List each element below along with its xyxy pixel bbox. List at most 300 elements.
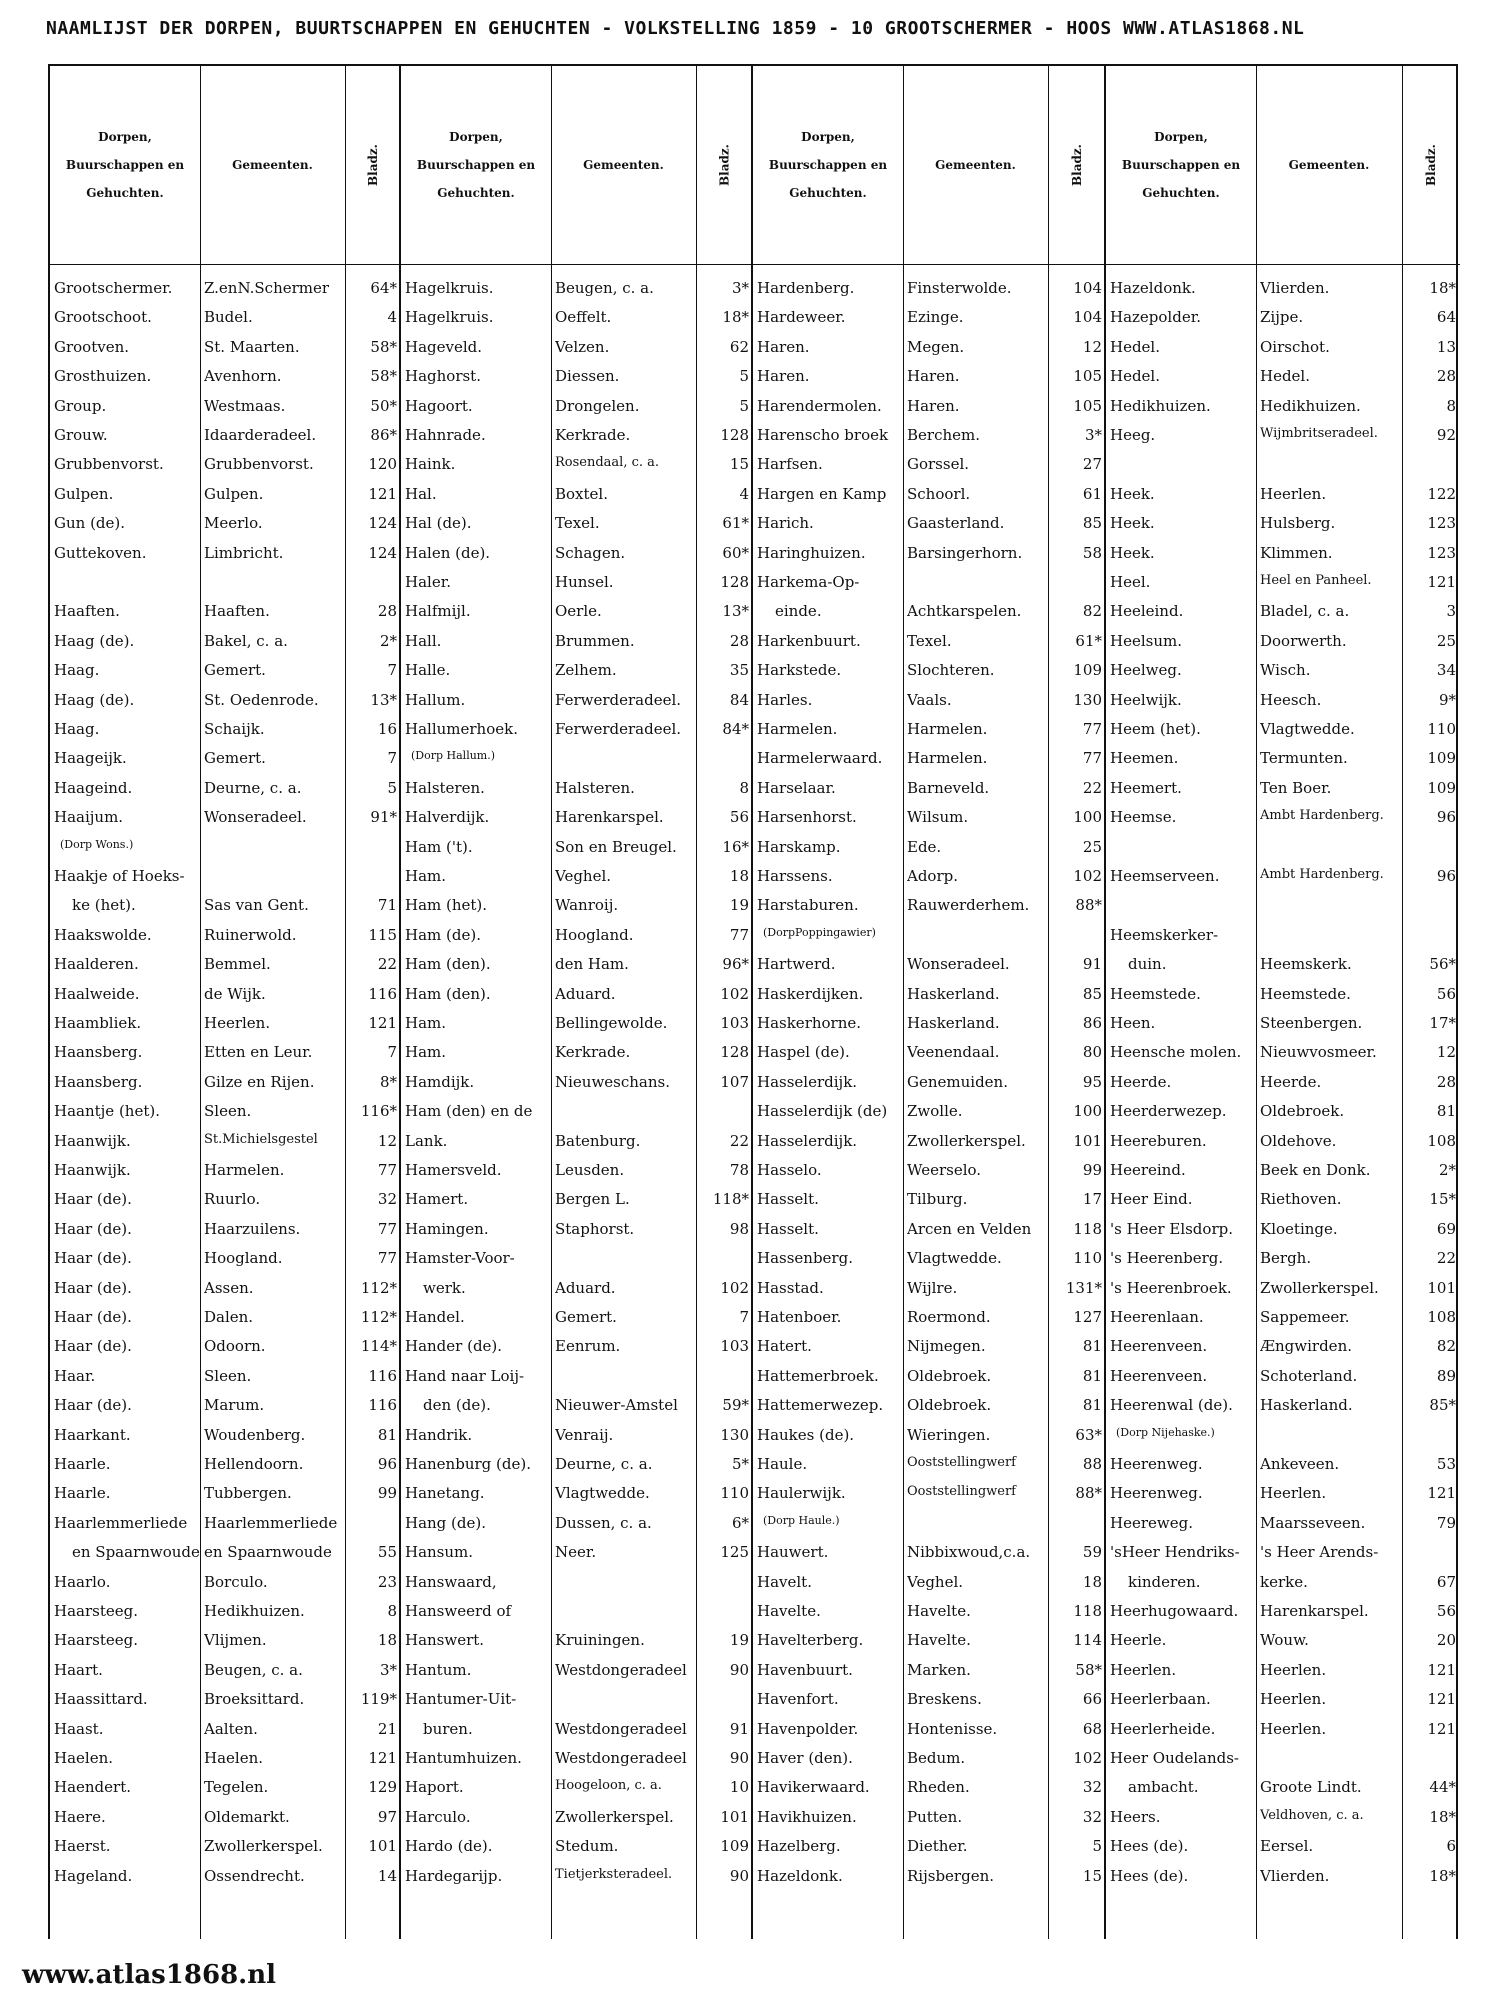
table-row bbox=[50, 717, 399, 746]
municipality-name: Deurne, c. a. bbox=[555, 1455, 653, 1473]
page-number: 124 bbox=[368, 514, 397, 533]
table-row bbox=[1106, 1246, 1460, 1275]
place-name: Hardeweer. bbox=[757, 308, 846, 327]
page-number: 116 bbox=[368, 984, 397, 1003]
table-row bbox=[753, 1334, 1104, 1363]
table-row bbox=[50, 982, 399, 1011]
table-row bbox=[401, 982, 751, 1011]
municipality-name: Nijmegen. bbox=[907, 1337, 986, 1356]
table-row bbox=[50, 1834, 399, 1863]
municipality-name: Nieuweschans. bbox=[555, 1072, 671, 1091]
page-number: 107 bbox=[720, 1072, 749, 1091]
table-row bbox=[1106, 1217, 1460, 1246]
place-name: Heelweg. bbox=[1110, 661, 1182, 680]
place-name: Heek. bbox=[1110, 514, 1155, 533]
page-number: 96* bbox=[722, 955, 749, 974]
page-number: 59 bbox=[1082, 1543, 1102, 1562]
place-name: Heereburen. bbox=[1110, 1131, 1207, 1150]
table-row bbox=[1106, 1481, 1460, 1510]
municipality-name: Ten Boer. bbox=[1260, 778, 1332, 797]
page-number: 96 bbox=[1436, 867, 1456, 885]
table-row bbox=[1106, 570, 1460, 599]
table-row bbox=[1106, 1070, 1460, 1099]
place-name: Hazeldonk. bbox=[757, 1866, 843, 1885]
place-name: Hamster-Voor- bbox=[405, 1249, 515, 1268]
page-number: 32 bbox=[1082, 1778, 1102, 1797]
municipality-name: Wijlre. bbox=[907, 1278, 958, 1297]
municipality-name: Bakel, c. a. bbox=[204, 631, 288, 650]
municipality-name: Wonseradeel. bbox=[204, 808, 307, 827]
table-row bbox=[401, 835, 751, 864]
table-row bbox=[753, 1481, 1104, 1510]
municipality-name: Son en Breugel. bbox=[555, 837, 677, 856]
municipality-header: Gemeenten. bbox=[1288, 158, 1370, 172]
table-row bbox=[753, 1040, 1104, 1069]
municipality-name: Diessen. bbox=[555, 367, 620, 386]
page-number: 58* bbox=[370, 367, 397, 386]
page-number: 108 bbox=[1427, 1131, 1456, 1150]
place-name: Harsenhorst. bbox=[757, 808, 857, 827]
page-number: 56 bbox=[1436, 1602, 1456, 1620]
table-row bbox=[1106, 629, 1460, 658]
table-row bbox=[753, 1511, 1104, 1540]
table-row bbox=[1106, 805, 1460, 834]
page-number: 18 bbox=[729, 867, 749, 885]
page-header-cell: Bladz. bbox=[717, 144, 732, 186]
place-name: Hedel. bbox=[1110, 337, 1161, 356]
page-number: 86 bbox=[1082, 1014, 1102, 1032]
table-row bbox=[401, 1276, 751, 1305]
place-name: Haule. bbox=[757, 1455, 808, 1473]
place-name: Hagoort. bbox=[405, 396, 473, 415]
page-number: 127 bbox=[1073, 1308, 1102, 1326]
municipality-name: St.Michielsgestel bbox=[204, 1131, 318, 1147]
page-number: 114* bbox=[360, 1337, 397, 1356]
page-number: 85 bbox=[1082, 514, 1102, 533]
place-name: Heel. bbox=[1110, 573, 1151, 591]
place-name: Gulpen. bbox=[54, 484, 114, 503]
page-number: 128 bbox=[720, 1043, 749, 1062]
place-name: Hageveld. bbox=[405, 337, 483, 356]
municipality-name: Westdongeradeel bbox=[555, 1749, 687, 1767]
place-name: Grubbenvorst. bbox=[54, 455, 164, 474]
page-number: 100 bbox=[1073, 808, 1102, 827]
place-name: Heerenweg. bbox=[1110, 1484, 1203, 1503]
table-row bbox=[753, 1070, 1104, 1099]
municipality-name: Hoogland. bbox=[204, 1249, 283, 1268]
page-number: 122 bbox=[1427, 484, 1456, 503]
municipality-name: Beek en Donk. bbox=[1260, 1161, 1371, 1179]
place-name: Havelterberg. bbox=[757, 1631, 864, 1650]
page-number: 12 bbox=[377, 1131, 397, 1150]
table-row bbox=[1106, 1628, 1460, 1657]
page-number: 56* bbox=[1429, 955, 1456, 974]
place-name: 'sHeer Hendriks- bbox=[1110, 1543, 1240, 1562]
municipality-name: Hoogeloon, c. a. bbox=[555, 1778, 662, 1794]
table-row bbox=[1106, 452, 1460, 481]
municipality-name: Vlierden. bbox=[1260, 1866, 1330, 1885]
municipality-name: Hulsberg. bbox=[1260, 514, 1336, 533]
place-name: Hal. bbox=[405, 484, 437, 503]
table-row bbox=[1106, 1599, 1460, 1628]
page-number: 105 bbox=[1073, 367, 1102, 386]
place-name: Haerst. bbox=[54, 1837, 111, 1856]
page-number: 60* bbox=[722, 543, 749, 562]
place-name: (Dorp Wons.) bbox=[60, 837, 134, 851]
municipality-name: Ængwirden. bbox=[1260, 1337, 1352, 1356]
table-row bbox=[50, 1040, 399, 1069]
municipality-name: Veghel. bbox=[907, 1572, 964, 1591]
table-row bbox=[753, 1129, 1104, 1158]
table-row bbox=[401, 1599, 751, 1628]
page-number: 77 bbox=[377, 1249, 397, 1268]
place-name: Haren. bbox=[757, 367, 810, 386]
place-name: Hal (de). bbox=[405, 514, 472, 533]
table-row bbox=[401, 1423, 751, 1452]
page-number: 121 bbox=[1427, 1660, 1456, 1679]
page-number: 62 bbox=[729, 337, 749, 356]
place-name: Haambliek. bbox=[54, 1014, 142, 1032]
place-name: Heers. bbox=[1110, 1807, 1161, 1826]
table-row bbox=[50, 276, 399, 305]
municipality-name: Heemstede. bbox=[1260, 984, 1351, 1003]
place-name: Hardegarijp. bbox=[405, 1866, 503, 1885]
table-row bbox=[50, 541, 399, 570]
table-row bbox=[1106, 1305, 1460, 1334]
page-number: 124 bbox=[368, 543, 397, 562]
municipality-name: Avenhorn. bbox=[204, 367, 282, 386]
municipality-name: Veenendaal. bbox=[907, 1043, 1000, 1062]
municipality-name: Vlagtwedde. bbox=[555, 1484, 650, 1503]
table-row bbox=[753, 717, 1104, 746]
place-name: Hasselerdijk. bbox=[757, 1072, 858, 1091]
place-name: den (de). bbox=[423, 1396, 491, 1415]
municipality-name: Haaften. bbox=[204, 602, 270, 621]
place-name: Haar (de). bbox=[54, 1278, 132, 1297]
place-name: Hang (de). bbox=[405, 1513, 487, 1532]
place-name: Haansberg. bbox=[54, 1043, 143, 1062]
place-name: Haringhuizen. bbox=[757, 543, 866, 562]
page-number: 4 bbox=[739, 484, 749, 503]
municipality-name: Sleen. bbox=[204, 1366, 252, 1385]
table-row bbox=[1106, 541, 1460, 570]
page-number: 85* bbox=[1429, 1396, 1456, 1415]
table-row bbox=[1106, 276, 1460, 305]
municipality-name: Borculo. bbox=[204, 1572, 268, 1591]
page-number: 8 bbox=[739, 778, 749, 797]
municipality-name: Aduard. bbox=[555, 1278, 616, 1297]
page-number: 101 bbox=[1427, 1278, 1456, 1297]
page-number: 22 bbox=[729, 1131, 749, 1150]
place-name: Heelsum. bbox=[1110, 631, 1182, 650]
table-row bbox=[1106, 893, 1460, 922]
page-number: 67 bbox=[1436, 1572, 1456, 1591]
page-number: 98 bbox=[729, 1219, 749, 1238]
page-number: 91* bbox=[370, 808, 397, 827]
table-row bbox=[50, 1540, 399, 1569]
table-row bbox=[753, 511, 1104, 540]
place-name: Haaften. bbox=[54, 602, 120, 621]
place-name: Hees (de). bbox=[1110, 1866, 1189, 1885]
place-name: Haalweide. bbox=[54, 984, 140, 1003]
municipality-name: Weerselo. bbox=[907, 1161, 982, 1179]
table-row bbox=[401, 923, 751, 952]
place-name: Hasselo. bbox=[757, 1161, 822, 1179]
page-number: 5 bbox=[387, 778, 397, 797]
page-number: 103 bbox=[720, 1337, 749, 1356]
municipality-name: Bellingewolde. bbox=[555, 1014, 668, 1032]
municipality-name: Staphorst. bbox=[555, 1219, 635, 1238]
place-name: Harles. bbox=[757, 690, 813, 709]
table-row bbox=[753, 1775, 1104, 1804]
page-number: 110 bbox=[1073, 1249, 1102, 1268]
place-name: Heelwijk. bbox=[1110, 690, 1182, 709]
place-name: Ham. bbox=[405, 1014, 447, 1032]
place-name: Harenscho broek bbox=[757, 426, 889, 444]
table-row bbox=[50, 1099, 399, 1128]
place-name: Halsteren. bbox=[405, 778, 485, 797]
place-name: Heemert. bbox=[1110, 778, 1182, 797]
municipality-name: Oeffelt. bbox=[555, 308, 612, 327]
municipality-name: Beugen, c. a. bbox=[204, 1660, 303, 1679]
municipality-name: Velzen. bbox=[555, 337, 610, 356]
table-row bbox=[753, 629, 1104, 658]
place-name: Heemstede. bbox=[1110, 984, 1201, 1003]
municipality-name: 's Heer Arends- bbox=[1260, 1543, 1379, 1562]
place-name: Heer Oudelands- bbox=[1110, 1749, 1239, 1767]
page-number: 119* bbox=[360, 1690, 397, 1709]
page-header-cell: Bladz. bbox=[1070, 144, 1084, 186]
municipality-name: Ankeveen. bbox=[1260, 1455, 1340, 1473]
place-name: Haarsteeg. bbox=[54, 1631, 138, 1650]
place-name: Haaijum. bbox=[54, 808, 124, 827]
table-row bbox=[50, 1070, 399, 1099]
page-number: 101 bbox=[720, 1807, 749, 1826]
place-name: Guttekoven. bbox=[54, 543, 147, 562]
place-name: Ham (het). bbox=[405, 896, 488, 915]
page-number: 109 bbox=[1427, 778, 1456, 797]
place-name: Hantum. bbox=[405, 1660, 472, 1679]
table-row bbox=[753, 952, 1104, 981]
municipality-name: Oldemarkt. bbox=[204, 1807, 290, 1826]
page-number: 104 bbox=[1073, 308, 1102, 327]
municipality-name: Neer. bbox=[555, 1543, 597, 1562]
page-number: 34 bbox=[1436, 661, 1456, 680]
place-name: Haansberg. bbox=[54, 1072, 143, 1091]
page-number: 6 bbox=[1446, 1837, 1456, 1856]
place-name: Heek. bbox=[1110, 484, 1155, 503]
page-number: 81 bbox=[1436, 1102, 1456, 1121]
municipality-name: Zwollerkerspel. bbox=[1260, 1278, 1379, 1297]
page-number: 109 bbox=[1427, 749, 1456, 768]
table-row bbox=[50, 658, 399, 687]
page-number: 89 bbox=[1436, 1366, 1456, 1385]
page-header-cell: Bladz. bbox=[366, 144, 380, 186]
page-number: 130 bbox=[1073, 690, 1102, 709]
page-number: 80 bbox=[1082, 1043, 1102, 1062]
page-number: 90 bbox=[729, 1866, 749, 1885]
place-name: Group. bbox=[54, 396, 107, 415]
place-name: Halen (de). bbox=[405, 543, 491, 562]
municipality-name: Kloetinge. bbox=[1260, 1219, 1338, 1238]
table-row bbox=[753, 1687, 1104, 1716]
table-row bbox=[50, 482, 399, 511]
municipality-name: Dalen. bbox=[204, 1308, 254, 1326]
municipality-name: de Wijk. bbox=[204, 984, 266, 1003]
municipality-name: Rijsbergen. bbox=[907, 1866, 994, 1885]
table-row bbox=[50, 452, 399, 481]
table-row bbox=[753, 1717, 1104, 1746]
table-row bbox=[753, 541, 1104, 570]
page-number: 25 bbox=[1436, 631, 1456, 650]
place-name: Haink. bbox=[405, 455, 456, 474]
table-row bbox=[401, 276, 751, 305]
municipality-name: Westmaas. bbox=[204, 396, 286, 415]
place-name: Heerenlaan. bbox=[1110, 1308, 1204, 1326]
municipality-name: Termunten. bbox=[1260, 749, 1348, 768]
page-number: 116* bbox=[360, 1102, 397, 1121]
place-name: Halfmijl. bbox=[405, 602, 471, 621]
place-name: Hardo (de). bbox=[405, 1837, 493, 1856]
municipality-name: Bergen L. bbox=[555, 1190, 630, 1209]
table-row bbox=[50, 511, 399, 540]
municipality-name: Batenburg. bbox=[555, 1131, 641, 1150]
municipality-name: Ossendrecht. bbox=[204, 1866, 305, 1885]
place-name: Hand naar Loij- bbox=[405, 1366, 525, 1385]
municipality-name: kerke. bbox=[1260, 1572, 1308, 1591]
page-number: 103 bbox=[720, 1014, 749, 1032]
municipality-name: Harenkarspel. bbox=[555, 808, 664, 827]
table-row bbox=[401, 717, 751, 746]
page-number: 95 bbox=[1082, 1072, 1102, 1091]
page-number: 84* bbox=[722, 720, 749, 738]
table-header bbox=[1106, 66, 1460, 265]
municipality-name: Roermond. bbox=[907, 1308, 991, 1326]
table-row bbox=[753, 658, 1104, 687]
place-name: Hasselt. bbox=[757, 1190, 819, 1209]
place-name: Haakje of Hoeks- bbox=[54, 867, 185, 885]
page-number: 4 bbox=[387, 308, 397, 327]
page-number: 82 bbox=[1436, 1337, 1456, 1356]
municipality-name: Hedikhuizen. bbox=[1260, 396, 1361, 415]
page-number: 118 bbox=[1073, 1219, 1102, 1238]
municipality-name: Schoorl. bbox=[907, 484, 971, 503]
municipality-name: Vlijmen. bbox=[204, 1631, 267, 1650]
table-row bbox=[1106, 1187, 1460, 1216]
place-name: Harselaar. bbox=[757, 778, 836, 797]
table-row bbox=[50, 1423, 399, 1452]
place-name: Heerlen. bbox=[1110, 1660, 1177, 1679]
municipality-name: Limbricht. bbox=[204, 543, 284, 562]
municipality-name: Marken. bbox=[907, 1660, 971, 1679]
municipality-name: Schaijk. bbox=[204, 720, 265, 738]
place-name: Haar (de). bbox=[54, 1308, 132, 1326]
place-name: Haanwijk. bbox=[54, 1161, 131, 1179]
place-name: ke (het). bbox=[72, 896, 136, 915]
municipality-name: Etten en Leur. bbox=[204, 1043, 313, 1062]
table-row bbox=[753, 452, 1104, 481]
table-row bbox=[1106, 952, 1460, 981]
place-name: Hartwerd. bbox=[757, 955, 836, 974]
table-row bbox=[401, 1099, 751, 1128]
table-row bbox=[50, 629, 399, 658]
page-number: 121 bbox=[1427, 573, 1456, 591]
page-number: 35 bbox=[729, 661, 749, 680]
municipality-name: Hontenisse. bbox=[907, 1719, 998, 1738]
page-number: 121 bbox=[1427, 1484, 1456, 1503]
table-row bbox=[401, 511, 751, 540]
table-row bbox=[1106, 864, 1460, 893]
place-name: Haart. bbox=[54, 1660, 103, 1679]
place-name: Halle. bbox=[405, 661, 451, 680]
page-number: 3 bbox=[1446, 602, 1456, 621]
municipality-name: Haren. bbox=[907, 367, 960, 386]
page-number: 90 bbox=[729, 1660, 749, 1679]
place-name: Harmelerwaard. bbox=[757, 749, 883, 768]
place-name: Haendert. bbox=[54, 1778, 132, 1797]
table-row bbox=[401, 570, 751, 599]
page-number: 123 bbox=[1427, 514, 1456, 533]
place-name: Hasselerdijk (de) bbox=[757, 1102, 888, 1121]
table-row bbox=[401, 688, 751, 717]
page-number: 18 bbox=[1082, 1572, 1102, 1591]
table-row bbox=[1106, 1334, 1460, 1363]
place-name: Hantumhuizen. bbox=[405, 1749, 522, 1767]
page-number: 109 bbox=[720, 1837, 749, 1856]
place-name: Havenbuurt. bbox=[757, 1660, 853, 1679]
place-name: Harssens. bbox=[757, 867, 833, 885]
table-row bbox=[50, 364, 399, 393]
page-number: 99 bbox=[1082, 1161, 1102, 1179]
page-number: 104 bbox=[1073, 279, 1102, 297]
table-row bbox=[1106, 394, 1460, 423]
place-name: Haelen. bbox=[54, 1749, 114, 1767]
table-row bbox=[401, 1658, 751, 1687]
place-name: Harkema-Op- bbox=[757, 573, 860, 591]
municipality-name: Odoorn. bbox=[204, 1337, 266, 1356]
page-number: 114 bbox=[1073, 1631, 1102, 1650]
place-name: Haag. bbox=[54, 720, 100, 738]
table-row bbox=[50, 923, 399, 952]
table-row bbox=[753, 1570, 1104, 1599]
page-number: 63* bbox=[1075, 1425, 1102, 1444]
table-row bbox=[1106, 1511, 1460, 1540]
table-row bbox=[401, 893, 751, 922]
municipality-name: Gorssel. bbox=[907, 455, 970, 474]
place-name: Heerenwal (de). bbox=[1110, 1396, 1233, 1415]
place-name: Heerlerbaan. bbox=[1110, 1690, 1211, 1709]
municipality-name: Slochteren. bbox=[907, 661, 995, 680]
place-name: einde. bbox=[775, 602, 822, 621]
place-name: Haspel (de). bbox=[757, 1043, 850, 1062]
place-name: Haar (de). bbox=[54, 1249, 132, 1268]
table-row bbox=[401, 864, 751, 893]
place-name: Haar (de). bbox=[54, 1396, 132, 1415]
page-number: 50* bbox=[370, 396, 397, 415]
place-name: Hargen en Kamp bbox=[757, 484, 887, 503]
municipality-name: Havelte. bbox=[907, 1631, 971, 1650]
table-row bbox=[1106, 1834, 1460, 1863]
municipality-name: Zwollerkerspel. bbox=[907, 1131, 1026, 1150]
place-name: ambacht. bbox=[1128, 1778, 1199, 1797]
place-name: Hatenboer. bbox=[757, 1308, 842, 1326]
page-number: 21 bbox=[377, 1719, 397, 1738]
place-name: Haere. bbox=[54, 1807, 106, 1826]
table-row bbox=[753, 893, 1104, 922]
page-number: 121 bbox=[1427, 1690, 1456, 1709]
table-row bbox=[753, 805, 1104, 834]
place-name: Heerenveen. bbox=[1110, 1337, 1208, 1356]
